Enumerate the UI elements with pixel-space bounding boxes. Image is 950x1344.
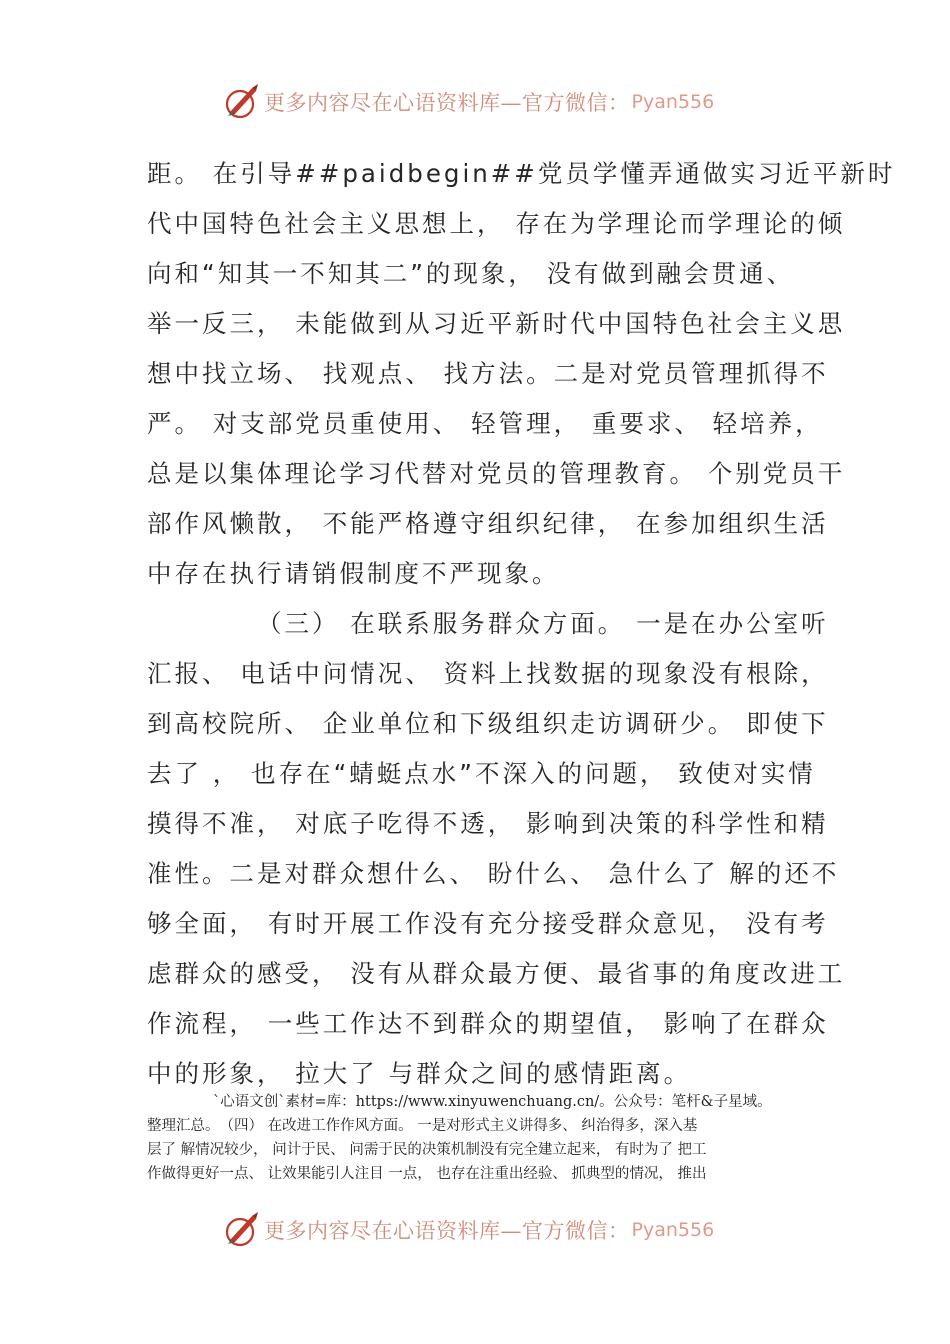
body-line: 严。 对支部党员重使用、 轻管理， 重要求、 轻培养， [147, 409, 823, 438]
body-line: 中存在执行请销假制度不严现象。 [147, 559, 560, 588]
section-heading-line: （三） 在联系服务群众方面。 一是在办公室听 [257, 609, 829, 638]
body-line: 到高校院所、 企业单位和下级组织走访调研少。 即使下 [147, 709, 829, 738]
header-banner [222, 80, 742, 124]
source-note-line: `心语文创`素材=库：https://www.xinyuwenchuang.cn/。公众号：笔杆&子星域。 [213, 1094, 772, 1110]
footer-banner [222, 1208, 742, 1252]
body-line: 虑群众的感受， 没有从群众最方便、最省事的角度改进工 [147, 959, 846, 988]
small-body-line: 整理汇总。 （四） 在改进工作作风方面。 一是对形式主义讲得多、 纠治得多，深入基 [147, 1118, 698, 1134]
small-body-line: 层了 解情况较少， 问计于民、 问需于民的决策机制没有完全建立起来， 有时为了 把工 [147, 1142, 707, 1158]
body-line: 摸得不准， 对底子吃得不透， 影响到决策的科学性和精 [147, 809, 829, 838]
body-line: 够全面， 有时开展工作没有充分接受群众意见， 没有考 [147, 909, 829, 938]
banner-title: 更多内容尽在心语资料库—官方微信： [264, 91, 630, 115]
body-line: 中的形象， 拉大了 与群众之间的感情距离。 [147, 1059, 692, 1088]
quill-pen-logo-icon [222, 82, 262, 122]
document-body [147, 149, 896, 1099]
body-line: 准性。二是对群众想什么、 盼什么、 急什么了 解的还不 [147, 859, 840, 888]
body-line: 代中国特色社会主义思想上， 存在为学理论而学理论的倾 [147, 209, 846, 238]
small-print-paragraph [147, 1090, 812, 1186]
body-line: 想中找立场、 找观点、 找方法。二是对党员管理抓得不 [147, 359, 829, 388]
body-line: 去了 ， 也存在“蜻蜓点水”不深入的问题， 致使对实情 [147, 759, 816, 788]
body-line: 作流程， 一些工作达不到群众的期望值， 影响了在群众 [147, 1009, 829, 1038]
small-body-line: 作做得更好一点、 让效果能引人注目 一点， 也存在注重出经验、 抓典型的情况， 推出 [147, 1166, 707, 1182]
body-line: 向和“知其一不知其二”的现象， 没有做到融会贯通、 [147, 259, 795, 288]
banner-wechat-id: Pyan556 [631, 91, 715, 113]
body-line: 距。 在引导##paidbegin##党员学懂弄通做实习近平新时 [147, 159, 896, 188]
body-line: 总是以集体理论学习代替对党员的管理教育。 个别党员干 [147, 459, 846, 488]
quill-pen-logo-icon [222, 1210, 262, 1250]
body-line: 举一反三， 未能做到从习近平新时代中国特色社会主义思 [147, 309, 846, 338]
body-line: 部作风懒散， 不能严格遵守组织纪律， 在参加组织生活 [147, 509, 829, 538]
banner-wechat-id: Pyan556 [631, 1219, 715, 1241]
banner-title: 更多内容尽在心语资料库—官方微信： [264, 1219, 630, 1243]
body-line: 汇报、 电话中问情况、 资料上找数据的现象没有根除， [147, 659, 829, 688]
